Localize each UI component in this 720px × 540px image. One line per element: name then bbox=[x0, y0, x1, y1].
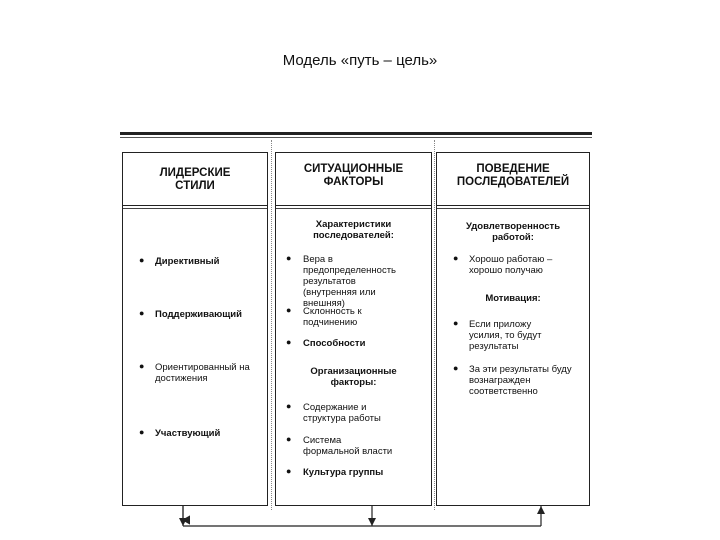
bullet-icon: ● bbox=[286, 466, 292, 476]
bullet-icon: ● bbox=[139, 255, 145, 265]
list-item: Ориентированный на достижения bbox=[155, 362, 250, 384]
list-item: Система формальной власти bbox=[303, 435, 393, 457]
bullet-icon: ● bbox=[453, 318, 459, 328]
section-subheading: Удовлетворенность работой: bbox=[465, 221, 561, 243]
section-subheading: Характеристики последователей: bbox=[313, 219, 394, 241]
column-heading: ЛИДЕРСКИЕ СТИЛИ bbox=[159, 167, 231, 192]
bullet-icon: ● bbox=[453, 363, 459, 373]
bullet-icon: ● bbox=[139, 308, 145, 318]
bullet-icon: ● bbox=[286, 434, 292, 444]
arrow-right-head bbox=[537, 506, 545, 514]
list-item: Способности bbox=[303, 338, 366, 349]
list-item: Поддерживающий bbox=[155, 309, 242, 320]
list-item: Участвующий bbox=[155, 428, 221, 439]
list-item: Склонность к подчинению bbox=[303, 306, 362, 328]
bullet-icon: ● bbox=[286, 253, 292, 263]
diagram-title: Модель «путь – цель» bbox=[282, 52, 438, 69]
bullet-icon: ● bbox=[286, 401, 292, 411]
list-item: Хорошо работаю – хорошо получаю bbox=[469, 254, 553, 276]
column-heading: СИТУАЦИОННЫЕ ФАКТОРЫ bbox=[303, 163, 404, 188]
bullet-icon: ● bbox=[453, 253, 459, 263]
bullet-icon: ● bbox=[139, 361, 145, 371]
list-item: Директивный bbox=[155, 256, 220, 267]
list-item: За эти результаты буду вознагражден соответственно bbox=[469, 364, 572, 397]
arrow-left-head bbox=[179, 518, 187, 526]
bullet-icon: ● bbox=[286, 305, 292, 315]
list-item: Культура группы bbox=[303, 467, 384, 478]
section-subheading: Организационные факторы: bbox=[310, 366, 397, 388]
list-item: Если приложу усилия, то будут результаты bbox=[469, 319, 542, 352]
bullet-icon: ● bbox=[139, 427, 145, 437]
section-subheading: Мотивация: bbox=[485, 293, 541, 304]
list-item: Содержание и структура работы bbox=[303, 402, 381, 424]
arrow-mid-head bbox=[368, 518, 376, 526]
column-heading: ПОВЕДЕНИЕ ПОСЛЕДОВАТЕЛЕЙ bbox=[456, 163, 570, 188]
bullet-icon: ● bbox=[286, 337, 292, 347]
list-item: Вера в предопределенность результатов (внутренняя или внешняя) bbox=[303, 254, 396, 309]
